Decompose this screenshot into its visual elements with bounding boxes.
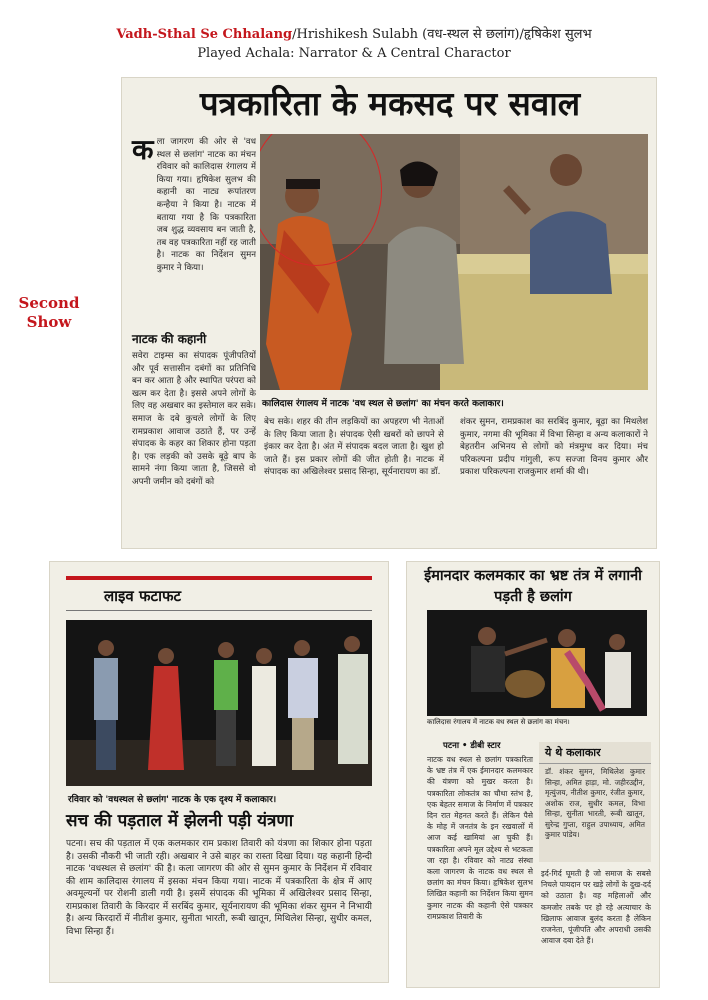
- role-line: Played Achala: Narrator & A Central Charactor: [197, 46, 511, 61]
- story-column-1: सवेरा टाइम्स का संपादक पूंजीपतियों और पूर्व सत्तासीन दबंगों का प्रतिनिधि बन कर आता है और स्थापित परंपरा को खत्म कर देता है। इससे अपने लोगों के लिए वह अखबार का इस्तेमाल कर सके। समाज के दबे कुचले लोगों के लिए रामप्रकाश आवाज उठाते हैं, पर उन्हें संपादक के कहर का शिकार होना पड़ता है। एक लड़की को उसके बूढ़े बाप के सामने नंगा किया जाता है, जिससे वो अपनी जमीन को दबंगों को: [132, 351, 256, 487]
- left-story-body: पटना। सच की पड़ताल में एक कलमकार राम प्रकाश तिवारी को यंत्रणा का शिकार होना पड़ता है। उसकी नौकरी भी जाती रही। अखबार ने उसे बाहर का रास्ता दिखा दिया। यह कहानी हिन्दी नाटक 'वधस्थल से छलांग' की है। कला जागरण की ओर से सुमन कुमार के निर्देशन में रविवार की शाम कालिदास रंगालय में इसका मंचन किया गया। नाटक में पत्रकारिता के क्षेत्र में आए अवमूल्यनों पर रोशनी डाली गयी है। इसमें संपादक की भूमिका में अखिलेश्वर प्रसाद सिन्हा, रामप्रकाश तिवारी के किरदार में सरबिंद कुमार, सूर्यनारायण की भूमिका शंकर सुमन ने निभायी है। अन्य किरदारों में नीतीश कुमार, सुनीता भारती, रूबी खातून, मिथिलेश सिन्हा, सुधीर कमल, विभा सिन्हा हैं।: [66, 839, 372, 937]
- main-photo-caption: कालिदास रंगालय में नाटक 'वध स्थल से छलांग' का मंचन करते कलाकार।: [262, 399, 504, 409]
- cast-box: [539, 742, 651, 862]
- intro-text: ला जागरण की ओर से 'वध स्थल से छलांग' नाटक का मंचन रविवार को कालिदास रंगालय में किया गया। हृषिकेश सुलभ की कहानी का नाट्य रूपांतरण कन्हैया ने किया है। नाटक में बताया गया है कि पत्रकारिता जब शुद्ध व्यवसाय बन जाती है, तब वह पत्रकारिता नहीं रह जाती है। नाटक का निर्देशन सुमन कुमार ने किया।: [156, 137, 256, 273]
- stage-photo-right: [427, 610, 647, 716]
- second-show-label: [14, 294, 84, 332]
- banner-rule: [66, 576, 372, 580]
- right-photo-caption: कालिदास रंगालय में नाटक वध स्थल से छलांग का मंचन।: [427, 718, 570, 726]
- stage-photo-left: [66, 620, 372, 786]
- newspaper-clipping-right: [407, 562, 659, 987]
- right-story-continued: इर्द-गिर्द घूमती है जो समाज के सबसे निचले पायदान पर खड़े लोगों के दुख-दर्द को उठाता है। वह महिलाओं और कमजोर तबके पर हो रहे अत्याचार के खिलाफ आवाज बुलंद करता है लेकिन राजनेता, पूंजीपति और अपराधी उसकी आवाज दबा देते हैं।: [541, 869, 651, 946]
- author-credits: /Hrishikesh Sulabh (वध-स्थल से छलांग)/हृषिकेश सुलभ: [292, 27, 592, 42]
- right-headline: ईमानदार कलमकार का भ्रष्ट तंत्र में लगानी पड़ती है छलांग: [424, 568, 642, 605]
- play-title: Vadh-Sthal Se Chhalang: [116, 27, 293, 42]
- main-headline: पत्रकारिता के मकसद पर सवाल: [199, 84, 581, 123]
- left-headline: सच की पड़ताल में झेलनी पड़ी यंत्रणा: [66, 811, 294, 831]
- cast-list: डॉ. शंकर सुमन, मिथिलेश कुमार सिन्हा, अमित हाड़ा, मो. जहीरउद्दीन, मृत्युंजय, नीतीश कुमार, रंजीत कुमार, अशोक राज, सुधीर कमल, विभा सिन्हा, सुनीता भारती, रूबी खातून, सुरेन्द्र गुप्ता, राहुल उपाध्याय, अमित कुमार पांडेय।: [545, 767, 645, 839]
- banner-divider: [66, 610, 372, 611]
- stage-photo-main: [260, 134, 648, 390]
- left-photo-caption: रविवार को 'वधस्थल से छलांग' नाटक के एक दृश्य में कलाकार।: [68, 795, 277, 805]
- drop-cap: क: [132, 133, 154, 166]
- stage-scene-image-3: [427, 610, 647, 716]
- cast-box-title: ये थे कलाकार: [539, 742, 651, 764]
- story-column-3: शंकर सुमन, रामप्रकाश का सरबिंद कुमार, बूढ़ा का मिथलेश कुमार, नगमा की भूमिका में विभा सिन्हा व अन्य कलाकारों ने बेहतरीन अभिनय से लोगों को मंत्रमुग्ध कर दिया। मंच परिकल्पना प्रदीप गांगुली, रूप सज्जा विनय कुमार और प्रकाश परिकल्पना राजकुमार शर्मा की थी।: [460, 417, 648, 478]
- right-story-body: नाटक वध स्थल से छलांग पत्रकारिता के भ्रष्ट तंत्र में एक ईमानदार कलमकार की यंत्रणा को मुखर करता है। पत्रकारिता लोकतंत्र का चौथा स्तंभ है, एक बेहतर समाज के निर्माण में पत्रकार दिन रात मेहनत करते हैं। लेकिन पैसे के मोह में जनतंत्र के इन रखवालों में आज कई खामियां आ चुकी हैं। पत्रकारिता अपने मूल उद्देश्य से भटकता जा रहा है। रविवार को नाट्य संस्था कला जागरण के नाटक वध स्थल से छलांग का मंचन किया। हृषिकेश सुलभ लिखित कहानी का निर्देशन किया सुमन कुमार नाटक की कहानी ऐसे पत्रकार रामप्रकाश तिवारी के: [427, 755, 533, 921]
- clipping-source-line: [0, 27, 708, 43]
- intro-column: [132, 133, 256, 548]
- newspaper-clipping-main: [122, 78, 656, 548]
- section-banner: लाइव फटाफट: [104, 587, 182, 605]
- stage-scene-image-2: [66, 620, 372, 786]
- second-show-line2: Show: [26, 313, 72, 331]
- story-subhead: नाटक की कहानी: [132, 332, 207, 346]
- story-column-2: बेच सके। शहर की तीन लड़कियों का अपहरण भी नेताओं के लिए किया जाता है। संपादक ऐसी खबरों को छापने से इंकार कर देता है। अंत में संपादक बदल जाता है। खुश हो जाते हैं। इस प्रकार लोगों की जीत होती है। नाटक में संपादक का अखिलेश्वर प्रसाद सिन्हा, सूर्यनारायण का डॉ.: [264, 417, 444, 478]
- right-dateline: पटना • डीबी स्टार: [443, 741, 501, 751]
- newspaper-clipping-left: [50, 562, 388, 982]
- second-show-line1: Second: [18, 294, 80, 312]
